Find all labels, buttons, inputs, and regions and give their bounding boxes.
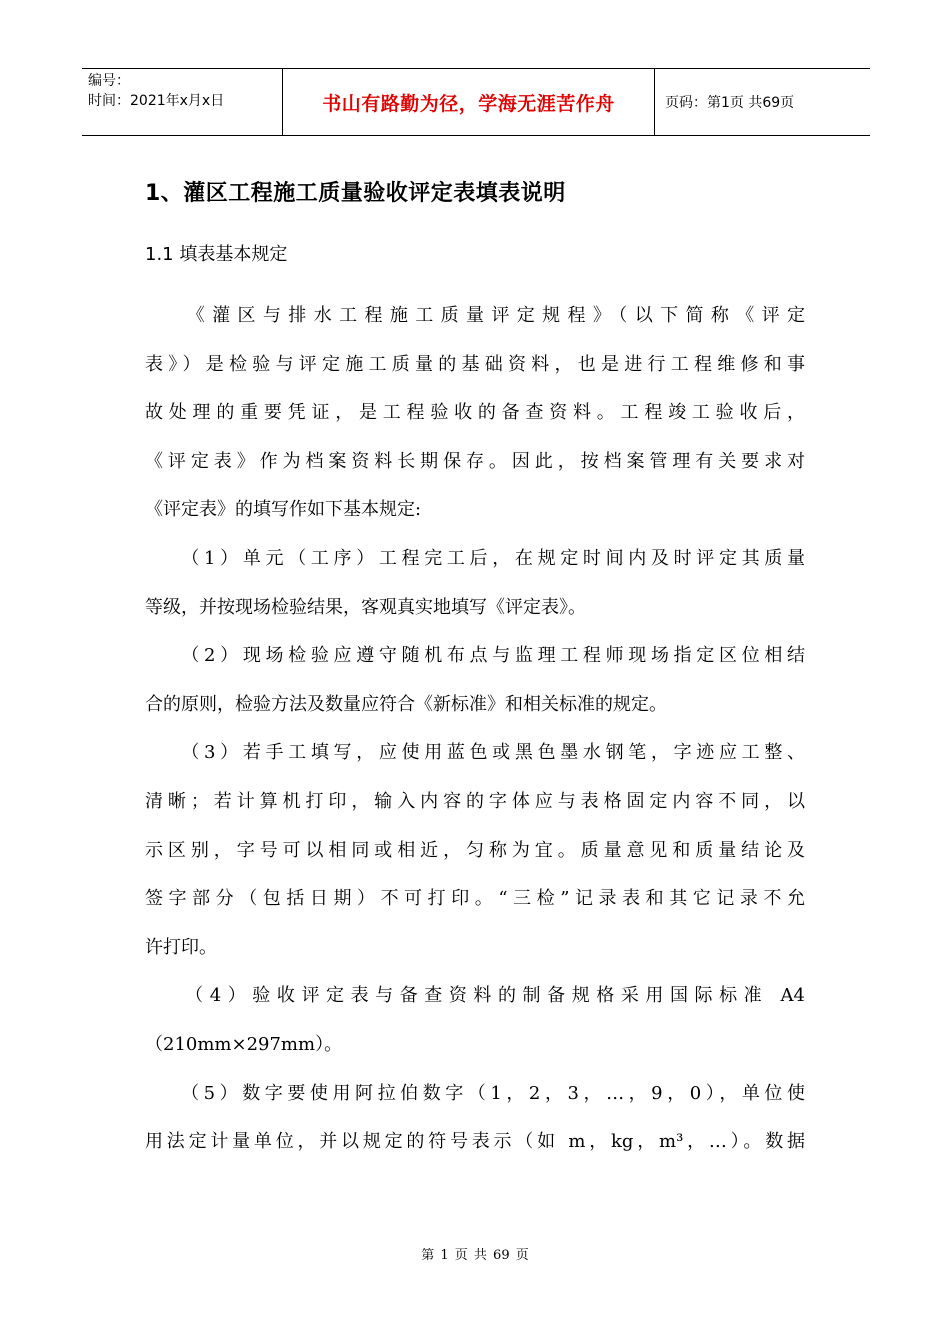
header-time-label: 时间：2021年x月x日 (88, 93, 225, 109)
text-line: （2）现场检验应遵守随机布点与监理工程师现场指定区位相结 (145, 645, 805, 667)
text-line: 《灌区与排水工程施工质量评定规程》（以下简称《评定 (145, 305, 805, 326)
paragraph (145, 729, 805, 972)
paragraph (145, 1070, 805, 1167)
text-line: 《评定表》作为档案资料长期保存。因此，按档案管理有关要求对 (145, 450, 805, 472)
subsection-title: 1.1 填表基本规定 (145, 244, 288, 265)
paragraph (145, 535, 805, 632)
text-line: 示区别，字号可以相同或相近，匀称为宜。质量意见和质量结论及 (145, 839, 805, 861)
text-line: 《评定表》的填写作如下基本规定: (145, 499, 422, 521)
text-line: 用法定计量单位，并以规定的符号表示（如 m，kg，m³，…）。数据 (145, 1131, 805, 1153)
text-line: 许打印。 (145, 936, 217, 958)
text-line: （210mm×297mm）。 (145, 1033, 343, 1055)
text-line: 等级，并按现场检验结果，客观真实地填写《评定表》。 (145, 596, 586, 618)
text-line: 合的原则，检验方法及数量应符合《新标准》和相关标准的规定。 (145, 693, 667, 715)
paragraph (145, 292, 805, 535)
text-line: （1）单元（工序）工程完工后，在规定时间内及时评定其质量 (145, 547, 805, 569)
document-header (82, 68, 870, 136)
text-line: 签字部分（包括日期）不可打印。“三检”记录表和其它记录不允 (145, 888, 805, 910)
text-line: （4）验收评定表与备查资料的制备规格采用国际标准 A4 (145, 985, 805, 1007)
text-line: 表》）是检验与评定施工质量的基础资料，也是进行工程维修和事 (145, 353, 805, 375)
paragraph (145, 972, 805, 1069)
text-line: 清晰；若计算机打印，输入内容的字体应与表格固定内容不同，以 (145, 790, 805, 812)
header-motto: 书山有路勤为径，学海无涯苦作舟 (282, 69, 655, 135)
text-line: 故处理的重要凭证，是工程验收的备查资料。工程竣工验收后， (145, 402, 805, 424)
header-meta (82, 69, 282, 135)
paragraph (145, 632, 805, 729)
page-footer: 第 1 页 共 69 页 (421, 1248, 529, 1263)
header-page-info: 页码：第1页 共69页 (665, 95, 795, 111)
text-line: （3）若手工填写，应使用蓝色或黑色墨水钢笔，字迹应工整、 (145, 742, 805, 764)
text-line: （5）数字要使用阿拉伯数字（1，2，3，…，9，0），单位使 (145, 1082, 805, 1104)
header-number-label: 编号： (88, 73, 130, 89)
section-title: 1、灌区工程施工质量验收评定表填表说明 (145, 181, 566, 206)
body-text (145, 292, 805, 1167)
